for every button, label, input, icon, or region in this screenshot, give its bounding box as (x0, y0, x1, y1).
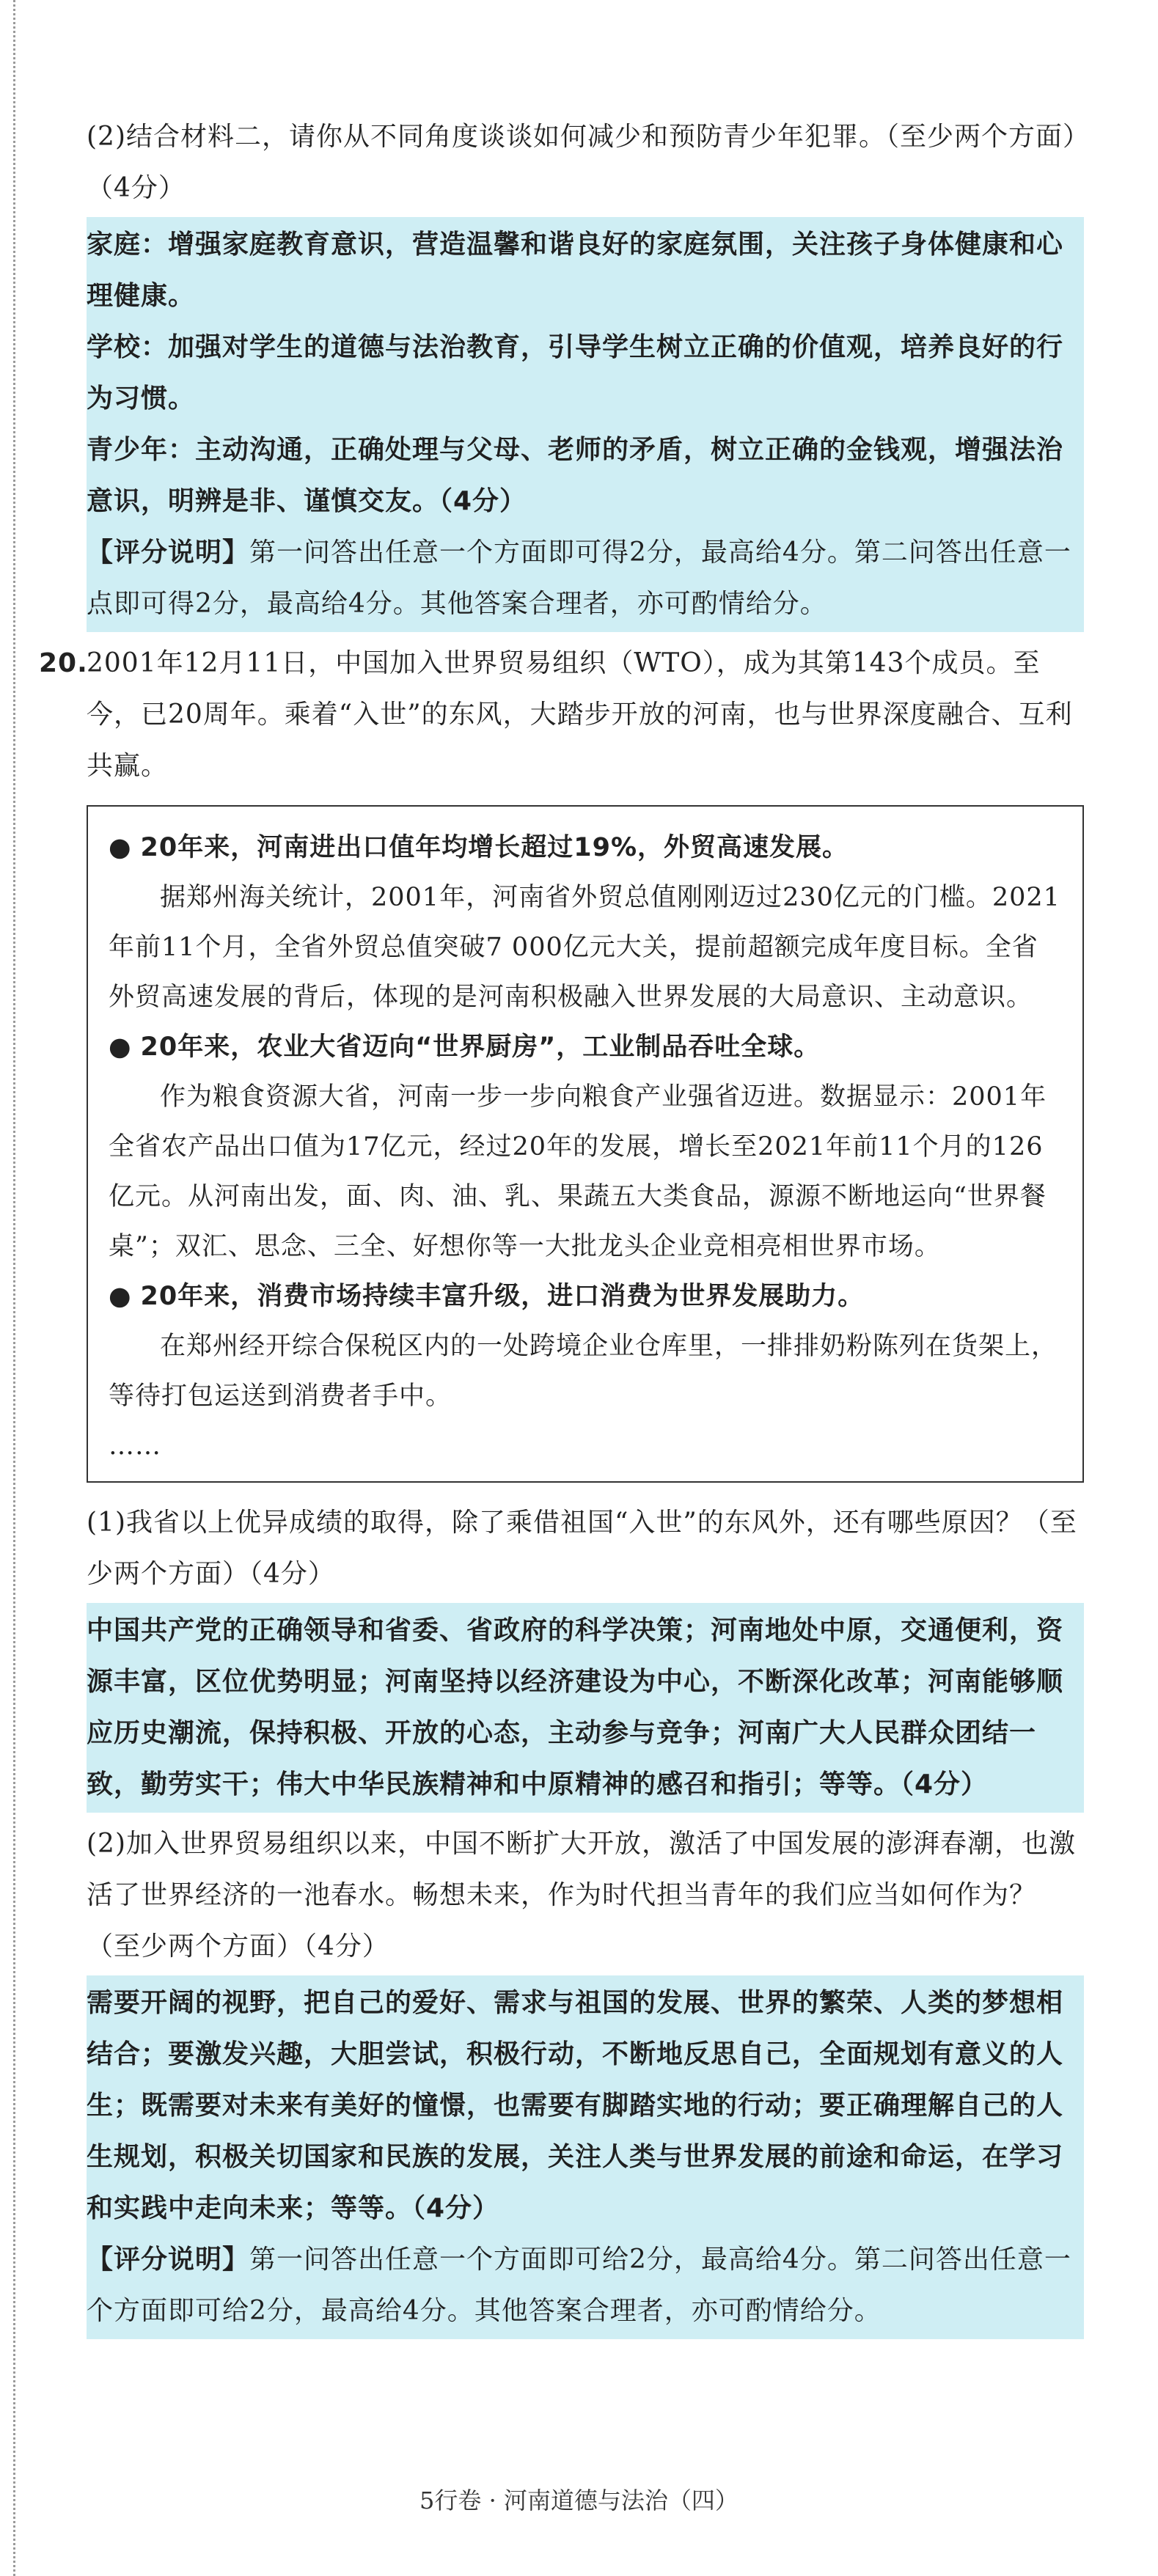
bullet-icon: ● (109, 833, 132, 862)
q19-answer-family: 家庭：增强家庭教育意识，营造温馨和谐良好的家庭氛围，关注孩子身体健康和心理健康。 (87, 230, 1064, 311)
q20-part1-answer-block (87, 1603, 1084, 1813)
material-heading-2: ● 20年来，农业大省迈向“世界厨房”，工业制品吞吐全球。 (109, 1022, 1062, 1072)
q19-part2-answer-block (87, 217, 1084, 632)
q20-part1-answer: 中国共产党的正确领导和省委、省政府的科学决策；河南地处中原，交通便利，资源丰富，区位优势明显；河南坚持以经济建设为中心，不断深化改革；河南能够顺应历史潮流，保持积极、开放的心态，主动参与竞争；河南广大人民群众团结一致，勤劳实干；伟大中华民族精神和中原精神的感召和指引；等等。（4分） (87, 1615, 1064, 1799)
q19-scoring-text: 第一问答出任意一个方面即可得2分，最高给4分。第二问答出任意一点即可得2分，最高给4分。其他答案合理者，亦可酌情给分。 (87, 537, 1071, 619)
q20-scoring-tag: 【评分说明】 (87, 2245, 250, 2275)
q20-part2-answer: 需要开阔的视野，把自己的爱好、需求与祖国的发展、世界的繁荣、人类的梦想相结合；要激发兴趣，大胆尝试，积极行动，不断地反思自己，全面规划有意义的人生；既需要对未来有美好的憧憬，也需要有脚踏实地的行动；要正确理解自己的人生规划，积极关切国家和民族的发展，关注人类与世界发展的前途和命运，在学习和实践中走向未来；等等。（4分） (87, 1988, 1064, 2223)
q19-answer-youth: 青少年：主动沟通，正确处理与父母、老师的矛盾，树立正确的金钱观，增强法治意识，明辨是非、谨慎交友。（4分） (87, 435, 1064, 516)
q20-scoring-text: 第一问答出任意一个方面即可给2分，最高给4分。第二问答出任意一个方面即可给2分，最高给4分。其他答案合理者，亦可酌情给分。 (87, 2245, 1071, 2326)
q19-scoring-tag: 【评分说明】 (87, 537, 250, 568)
material-heading-3: ● 20年来，消费市场持续丰富升级，进口消费为世界发展助力。 (109, 1272, 1062, 1321)
page-content (39, 111, 1084, 2345)
material-body-1: 据郑州海关统计，2001年，河南省外贸总值刚刚迈过230亿元的门槛。2021年前11个月，全省外贸总值突破7 000亿元大关，提前超额完成年度目标。全省外贸高速发展的背后，体现的是河南积极融入世界发展的大局意识、主动意识。 (109, 883, 1060, 1012)
material-body-2: 作为粮食资源大省，河南一步一步向粮食产业强省迈进。数据显示：2001年全省农产品出口值为17亿元，经过20年的发展，增长至2021年前11个月的126亿元。从河南出发，面、肉、油、乳、果蔬五大类食品，源源不断地运向“世界餐桌”；双汇、思念、三全、好想你等一大批龙头企业竞相亮相世界市场。 (109, 1082, 1047, 1261)
question-number: 20. (39, 648, 88, 678)
q20-part2-answer-block (87, 1975, 1084, 2339)
q19-part2 (87, 111, 1084, 214)
q20-scoring-note (87, 2234, 1084, 2337)
page-footer: 5行卷 · 河南道德与法治（四） (419, 2487, 739, 2514)
q19-answer-school: 学校：加强对学生的道德与法治教育，引导学生树立正确的价值观，培养良好的行为习惯。 (87, 332, 1064, 414)
material-heading-1: ● 20年来，河南进出口值年均增长超过19%，外贸高速发展。 (109, 823, 1062, 873)
bullet-icon: ● (109, 1282, 132, 1311)
bullet-icon: ● (109, 1032, 132, 1062)
q19-part2-question: (2)结合材料二，请你从不同角度谈谈如何减少和预防青少年犯罪。（至少两个方面）（4分） (87, 122, 1077, 203)
material-box (87, 805, 1084, 1483)
material-body-3: 在郑州经开综合保税区内的一处跨境企业仓库里，一排排奶粉陈列在货架上，等待打包运送到消费者手中。 (109, 1332, 1058, 1411)
q20-intro: 2001年12月11日，中国加入世界贸易组织（WTO），成为其第143个成员。至今，已20周年。乘着“入世”的东风，大踏步开放的河南，也与世界深度融合、互利共赢。 (87, 648, 1073, 781)
q19-scoring-note (87, 527, 1084, 630)
page-edge-dotted-line (13, 0, 15, 2576)
q20-part1-question: (1)我省以上优异成绩的取得，除了乘借祖国“入世”的东风外，还有哪些原因？（至少两个方面）（4分） (87, 1508, 1077, 1589)
material-ellipsis: …… (109, 1431, 161, 1461)
question-20 (39, 638, 1084, 2339)
q20-part2-question: (2)加入世界贸易组织以来，中国不断扩大开放，激活了中国发展的澎湃春潮，也激活了世界经济的一池春水。畅想未来，作为时代担当青年的我们应当如何作为？（至少两个方面）（4分） (87, 1829, 1076, 1962)
